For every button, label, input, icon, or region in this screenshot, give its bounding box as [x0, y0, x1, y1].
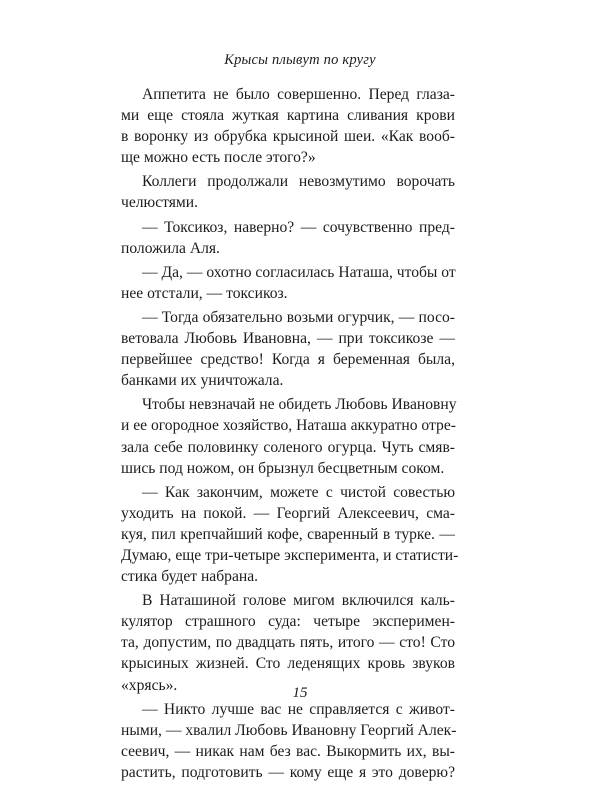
text-line: сеевич, — никак нам без вас. Выкормить их, вы-	[121, 742, 455, 760]
text-line: ще можно есть после этого?»	[121, 149, 316, 167]
text-line: — Никто лучше вас не справляется с живот-	[142, 700, 455, 718]
text-line: «хрясь».	[121, 676, 178, 694]
text-line: В Наташиной голове мигом включился каль-	[142, 592, 455, 610]
text-line: крысиных жизней. Сто леденящих кровь звуков	[121, 655, 455, 673]
text-line: куя, пил крепчайший кофе, сваренный в турке. —	[121, 525, 455, 543]
paragraph	[121, 171, 455, 213]
text-line: положила Аля.	[121, 239, 220, 257]
text-line: та, допустим, по двадцать пять, итого — сто! Сто	[121, 634, 455, 652]
text-line: Коллеги продолжали невозмутимо ворочать	[142, 173, 455, 191]
paragraph	[121, 590, 455, 695]
text-line: уходить на покой. — Георгий Алексеевич, сма-	[121, 504, 455, 522]
text-line: Аппетита не было совершенно. Перед глаза-	[142, 86, 455, 103]
text-line: ми еще стояла жуткая картина сливания крови	[121, 107, 455, 125]
text-line: банками их уничтожала.	[121, 372, 284, 390]
text-line: в воронку из обрубка крысиной шеи. «Как вооб-	[121, 128, 455, 146]
text-line: Чтобы невзначай не обидеть Любовь Ивановну	[142, 396, 457, 414]
text-line: кулятор страшного суда: четыре эксперимен-	[121, 613, 455, 631]
paragraph	[121, 262, 455, 304]
paragraph	[121, 482, 459, 587]
text-line: — Да, — охотно согласилась Наташа, чтобы от	[142, 263, 456, 281]
paragraph	[121, 699, 455, 783]
paragraph	[121, 217, 455, 259]
text-line: нее отстали, — токсикоз.	[121, 284, 288, 302]
text-line: шись под ножом, он брызнул бесцветным соком.	[121, 459, 445, 477]
page-number: 15	[292, 685, 308, 701]
text-line: ветовала Любовь Ивановна, — при токсикозе —	[121, 330, 455, 348]
text-line: челюстями.	[121, 194, 199, 212]
text-line: растить, подготовить — кому еще я это доверю?	[121, 763, 455, 781]
text-line: Думаю, еще три-четыре эксперимента, и статисти-	[121, 546, 459, 564]
body-text	[121, 84, 459, 786]
paragraph	[121, 394, 455, 478]
text-line: ными, — хвалил Любовь Ивановну Георгий Алек-	[121, 721, 457, 739]
text-line: — Токсикоз, наверно? — сочувственно пред-	[142, 218, 455, 236]
text-line: зала себе половинку соленого огурца. Чуть смяв-	[121, 438, 455, 456]
paragraph	[121, 307, 455, 391]
text-line: стика будет набрана.	[121, 568, 259, 586]
running-head: Крысы плывут по кругу	[224, 52, 376, 68]
text-line: — Тогда обязательно возьми огурчик, — посо-	[142, 308, 455, 326]
text-line: и ее огородное хозяйство, Наташа аккуратно отре-	[121, 417, 456, 435]
text-line: — Как закончим, можете с чистой совестью	[142, 483, 455, 501]
text-line: первейшее средство! Когда я беременная была,	[121, 351, 455, 369]
paragraph	[121, 84, 455, 168]
